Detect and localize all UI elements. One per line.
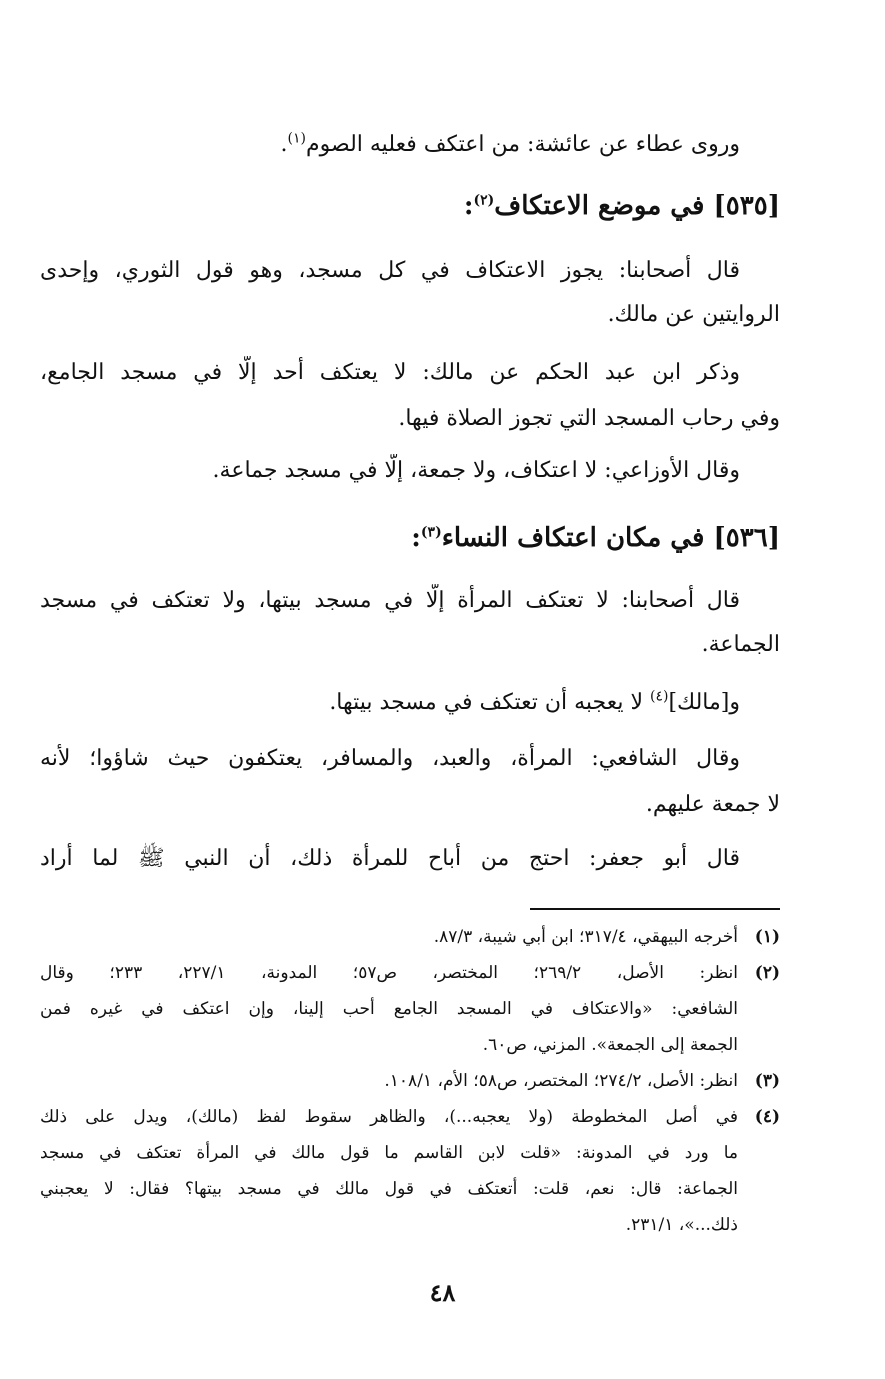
footnote-ref-3[interactable]: (٣)	[420, 524, 442, 541]
paragraph-5-line-1: قال أصحابنا: لا تعتكف المرأة إلَّا في مسجد بيتها، ولا تعتكف في مسجد	[40, 588, 740, 613]
section-heading-536: [٥٣٦] في مكان اعتكاف النساء$^{(٣)}$:	[411, 523, 780, 553]
footnote-4-line-4: ذلك...»، ٢٣١/١.	[625, 1215, 738, 1235]
footnote-2-line-3: الجمعة إلى الجمعة». المزني، ص٦٠.	[482, 1035, 738, 1055]
footnote-2: (٢)انظر: الأصل، ٢٦٩/٢؛ المختصر، ص٥٧؛ المدونة، ٢٢٧/١، ٢٣٣؛ وقال	[40, 958, 780, 988]
section-title: في موضع الاعتكاف	[494, 191, 705, 221]
page-number: ٤٨	[429, 1278, 456, 1307]
paragraph-5-line-2: الجماعة.	[701, 632, 780, 657]
paragraph-2-line-2: الروايتين عن مالك.	[607, 302, 780, 327]
section-number: [٥٣٥]	[713, 191, 780, 221]
footnote-2-line-2: الشافعي: «والاعتكاف في المسجد الجامع أحب إلينا، وإن اعتكف في غيره فمن	[40, 999, 738, 1019]
paragraph-4: وقال الأوزاعي: لا اعتكاف، ولا جمعة، إلَّا في مسجد جماعة.	[212, 458, 740, 483]
document-page	[40, 0, 780, 1379]
paragraph-1: وروى عطاء عن عائشة: من اعتكف فعليه الصوم$^{(١)}$.	[280, 130, 740, 157]
paragraph-2-line-1: قال أصحابنا: يجوز الاعتكاف في كل مسجد، وهو قول الثوري، وإحدى	[40, 258, 740, 283]
footnote-ref-2[interactable]: (٢)	[473, 192, 495, 209]
paragraph-7-line-2: لا جمعة عليهم.	[645, 792, 780, 817]
paragraph-8-line-1: قال أبو جعفر: احتج من أباح للمرأة ذلك، أن النبي ﷺ لما أراد	[40, 846, 740, 871]
footnote-ref-4[interactable]: (٤)	[650, 688, 669, 705]
paragraph-7-line-1: وقال الشافعي: المرأة، والعبد، والمسافر، يعتكفون حيث شاؤوا؛ لأنه	[40, 746, 740, 771]
footnote-4-line-2: ما ورد في المدونة: «قلت لابن القاسم ما قول مالك في المرأة تعتكف في مسجد	[40, 1143, 738, 1163]
footnote-4-line-3: الجماعة: قال: نعم، قلت: أتعتكف في قول مالك في مسجد بيتها؟ فقال: لا يعجبني	[40, 1179, 738, 1199]
footnote-4: (٤)في أصل المخطوطة (ولا يعجبه...)، والظاهر سقوط لفظ (مالك)، ويدل على ذلك	[40, 1102, 780, 1132]
footnote-number: (١)	[754, 927, 780, 947]
footnote-3: (٣)انظر: الأصل، ٢٧٤/٢؛ المختصر، ص٥٨؛ الأم، ١٠٨/١.	[40, 1066, 780, 1096]
footnote-divider	[530, 908, 780, 910]
section-heading-535: [٥٣٥] في موضع الاعتكاف$^{(٢)}$:	[463, 191, 780, 221]
footnote-number: (٣)	[754, 1071, 780, 1091]
paragraph-3-line-1: وذكر ابن عبد الحكم عن مالك: لا يعتكف أحد إلَّا في مسجد الجامع،	[40, 360, 740, 385]
paragraph-6: و[مالك]$^{(٤)}$ لا يعجبه أن تعتكف في مسجد بيتها.	[329, 688, 740, 715]
footnote-ref-1[interactable]: (١)	[287, 130, 307, 147]
section-number: [٥٣٦]	[713, 523, 780, 553]
paragraph-3-line-2: وفي رحاب المسجد التي تجوز الصلاة فيها.	[398, 406, 780, 431]
footnote-number: (٤)	[754, 1107, 780, 1127]
section-title: في مكان اعتكاف النساء	[441, 523, 705, 553]
footnote-1: (١)أخرجه البيهقي، ٣١٧/٤؛ ابن أبي شيبة، ٨٧/٣.	[40, 922, 780, 952]
footnote-number: (٢)	[754, 963, 780, 983]
